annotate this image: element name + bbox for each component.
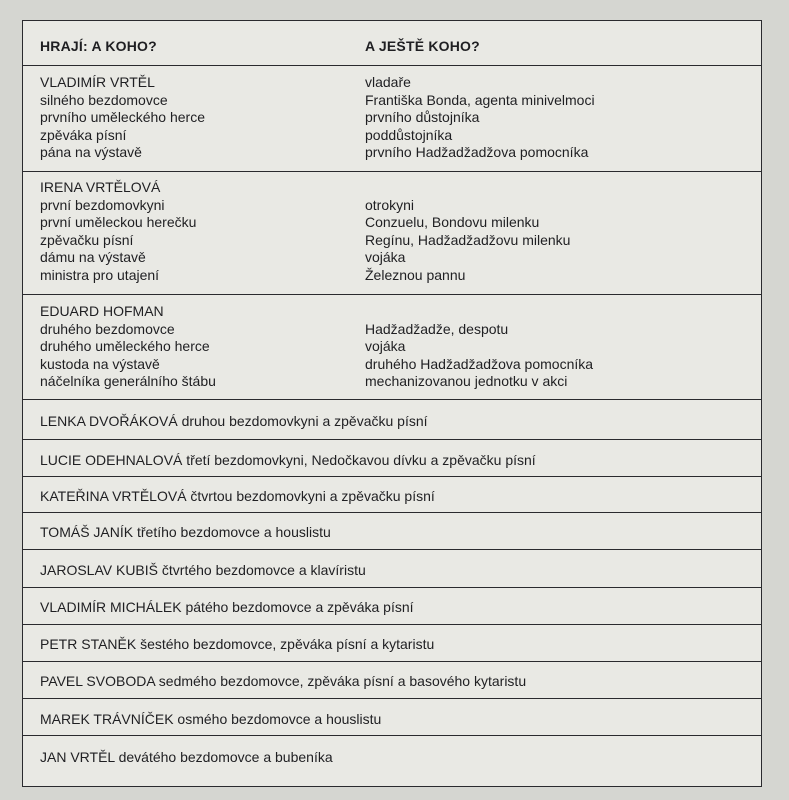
divider <box>23 549 761 550</box>
cast-row: JAN VRTĚL devátého bezdomovce a bubeníka <box>40 749 333 765</box>
role-line: ministra pro utajení <box>40 266 160 283</box>
cast-row: LUCIE ODEHNALOVÁ třetí bezdomovkyni, Nedočkavou dívku a zpěvačku písní <box>40 452 536 468</box>
cast-sheet <box>22 20 762 787</box>
role-line: druhého uměleckého herce <box>40 338 210 354</box>
header-roles: A JEŠTĚ KOHO? <box>365 38 480 54</box>
table-header <box>23 21 761 65</box>
role-line: Železnou pannu <box>365 266 466 283</box>
divider <box>23 439 761 440</box>
divider <box>23 624 761 625</box>
cast-row: JAROSLAV KUBIŠ čtvrtého bezdomovce a klavíristu <box>40 562 366 578</box>
role-line: otrokyni <box>365 196 415 213</box>
divider <box>23 698 761 699</box>
cast-row: PAVEL SVOBODA sedmého bezdomovce, zpěváka písní a basového kytaristu <box>40 673 527 689</box>
cast-name: EDUARD HOFMAN <box>40 303 164 319</box>
role-line: druhého bezdomovce <box>40 320 175 337</box>
cast-row: KATEŘINA VRTĚLOVÁ čtvrtou bezdomovkyni a zpěvačku písní <box>40 488 435 504</box>
role-line: prvního uměleckého herce <box>40 109 205 125</box>
role-line: vojáka <box>365 249 406 265</box>
role-line: vladaře <box>365 74 411 90</box>
cast-group-right <box>365 74 755 162</box>
role-line: druhého Hadžadžadžova pomocníka <box>365 355 594 372</box>
role-line <box>365 303 755 321</box>
divider <box>23 399 761 400</box>
cast-row: VLADIMÍR MICHÁLEK pátého bezdomovce a zpěváka písní <box>40 599 414 615</box>
role-line: Hadžadžadže, despotu <box>365 320 509 337</box>
header-cast: HRAJÍ: A KOHO? <box>40 38 157 54</box>
cast-name: VLADIMÍR VRTĚL <box>40 74 155 90</box>
divider <box>23 65 761 66</box>
role-line: mechanizovanou jednotku v akci <box>365 373 568 389</box>
cast-row: TOMÁŠ JANÍK třetího bezdomovce a houslistu <box>40 524 331 540</box>
cast-group-left <box>40 74 360 162</box>
divider <box>23 512 761 513</box>
divider <box>23 294 761 295</box>
divider <box>23 476 761 477</box>
role-line: náčelníka generálního štábu <box>40 373 216 389</box>
role-line: Regínu, Hadžadžadžovu milenku <box>365 231 571 248</box>
cast-row: PETR STANĚK šestého bezdomovce, zpěváka písní a kytaristu <box>40 636 435 652</box>
role-line: dámu na výstavě <box>40 249 146 265</box>
role-line: první uměleckou herečku <box>40 214 197 230</box>
role-line: pána na výstavě <box>40 144 142 160</box>
role-line: poddůstojníka <box>365 126 453 143</box>
role-line: zpěvačku písní <box>40 231 134 248</box>
divider <box>23 735 761 736</box>
cast-group-right <box>365 179 755 284</box>
cast-row: LENKA DVOŘÁKOVÁ druhou bezdomovkyni a zpěvačku písní <box>40 413 428 429</box>
cast-row: MAREK TRÁVNÍČEK osmého bezdomovce a houslistu <box>40 711 382 727</box>
role-line: první bezdomovkyni <box>40 196 165 213</box>
role-line: vojáka <box>365 338 406 354</box>
cast-group-left <box>40 303 360 391</box>
divider <box>23 587 761 588</box>
role-line: prvního důstojníka <box>365 109 480 125</box>
role-line: kustoda na výstavě <box>40 355 160 372</box>
role-line: Conzuelu, Bondovu milenku <box>365 214 540 230</box>
cast-group-right <box>365 303 755 391</box>
cast-group-left <box>40 179 360 284</box>
role-line: silného bezdomovce <box>40 91 168 108</box>
role-line: zpěváka písní <box>40 126 127 143</box>
divider <box>23 171 761 172</box>
cast-name: IRENA VRTĚLOVÁ <box>40 179 161 195</box>
divider <box>23 661 761 662</box>
role-line: Františka Bonda, agenta minivelmoci <box>365 91 595 108</box>
role-line <box>365 179 755 197</box>
role-line: prvního Hadžadžadžova pomocníka <box>365 144 589 160</box>
